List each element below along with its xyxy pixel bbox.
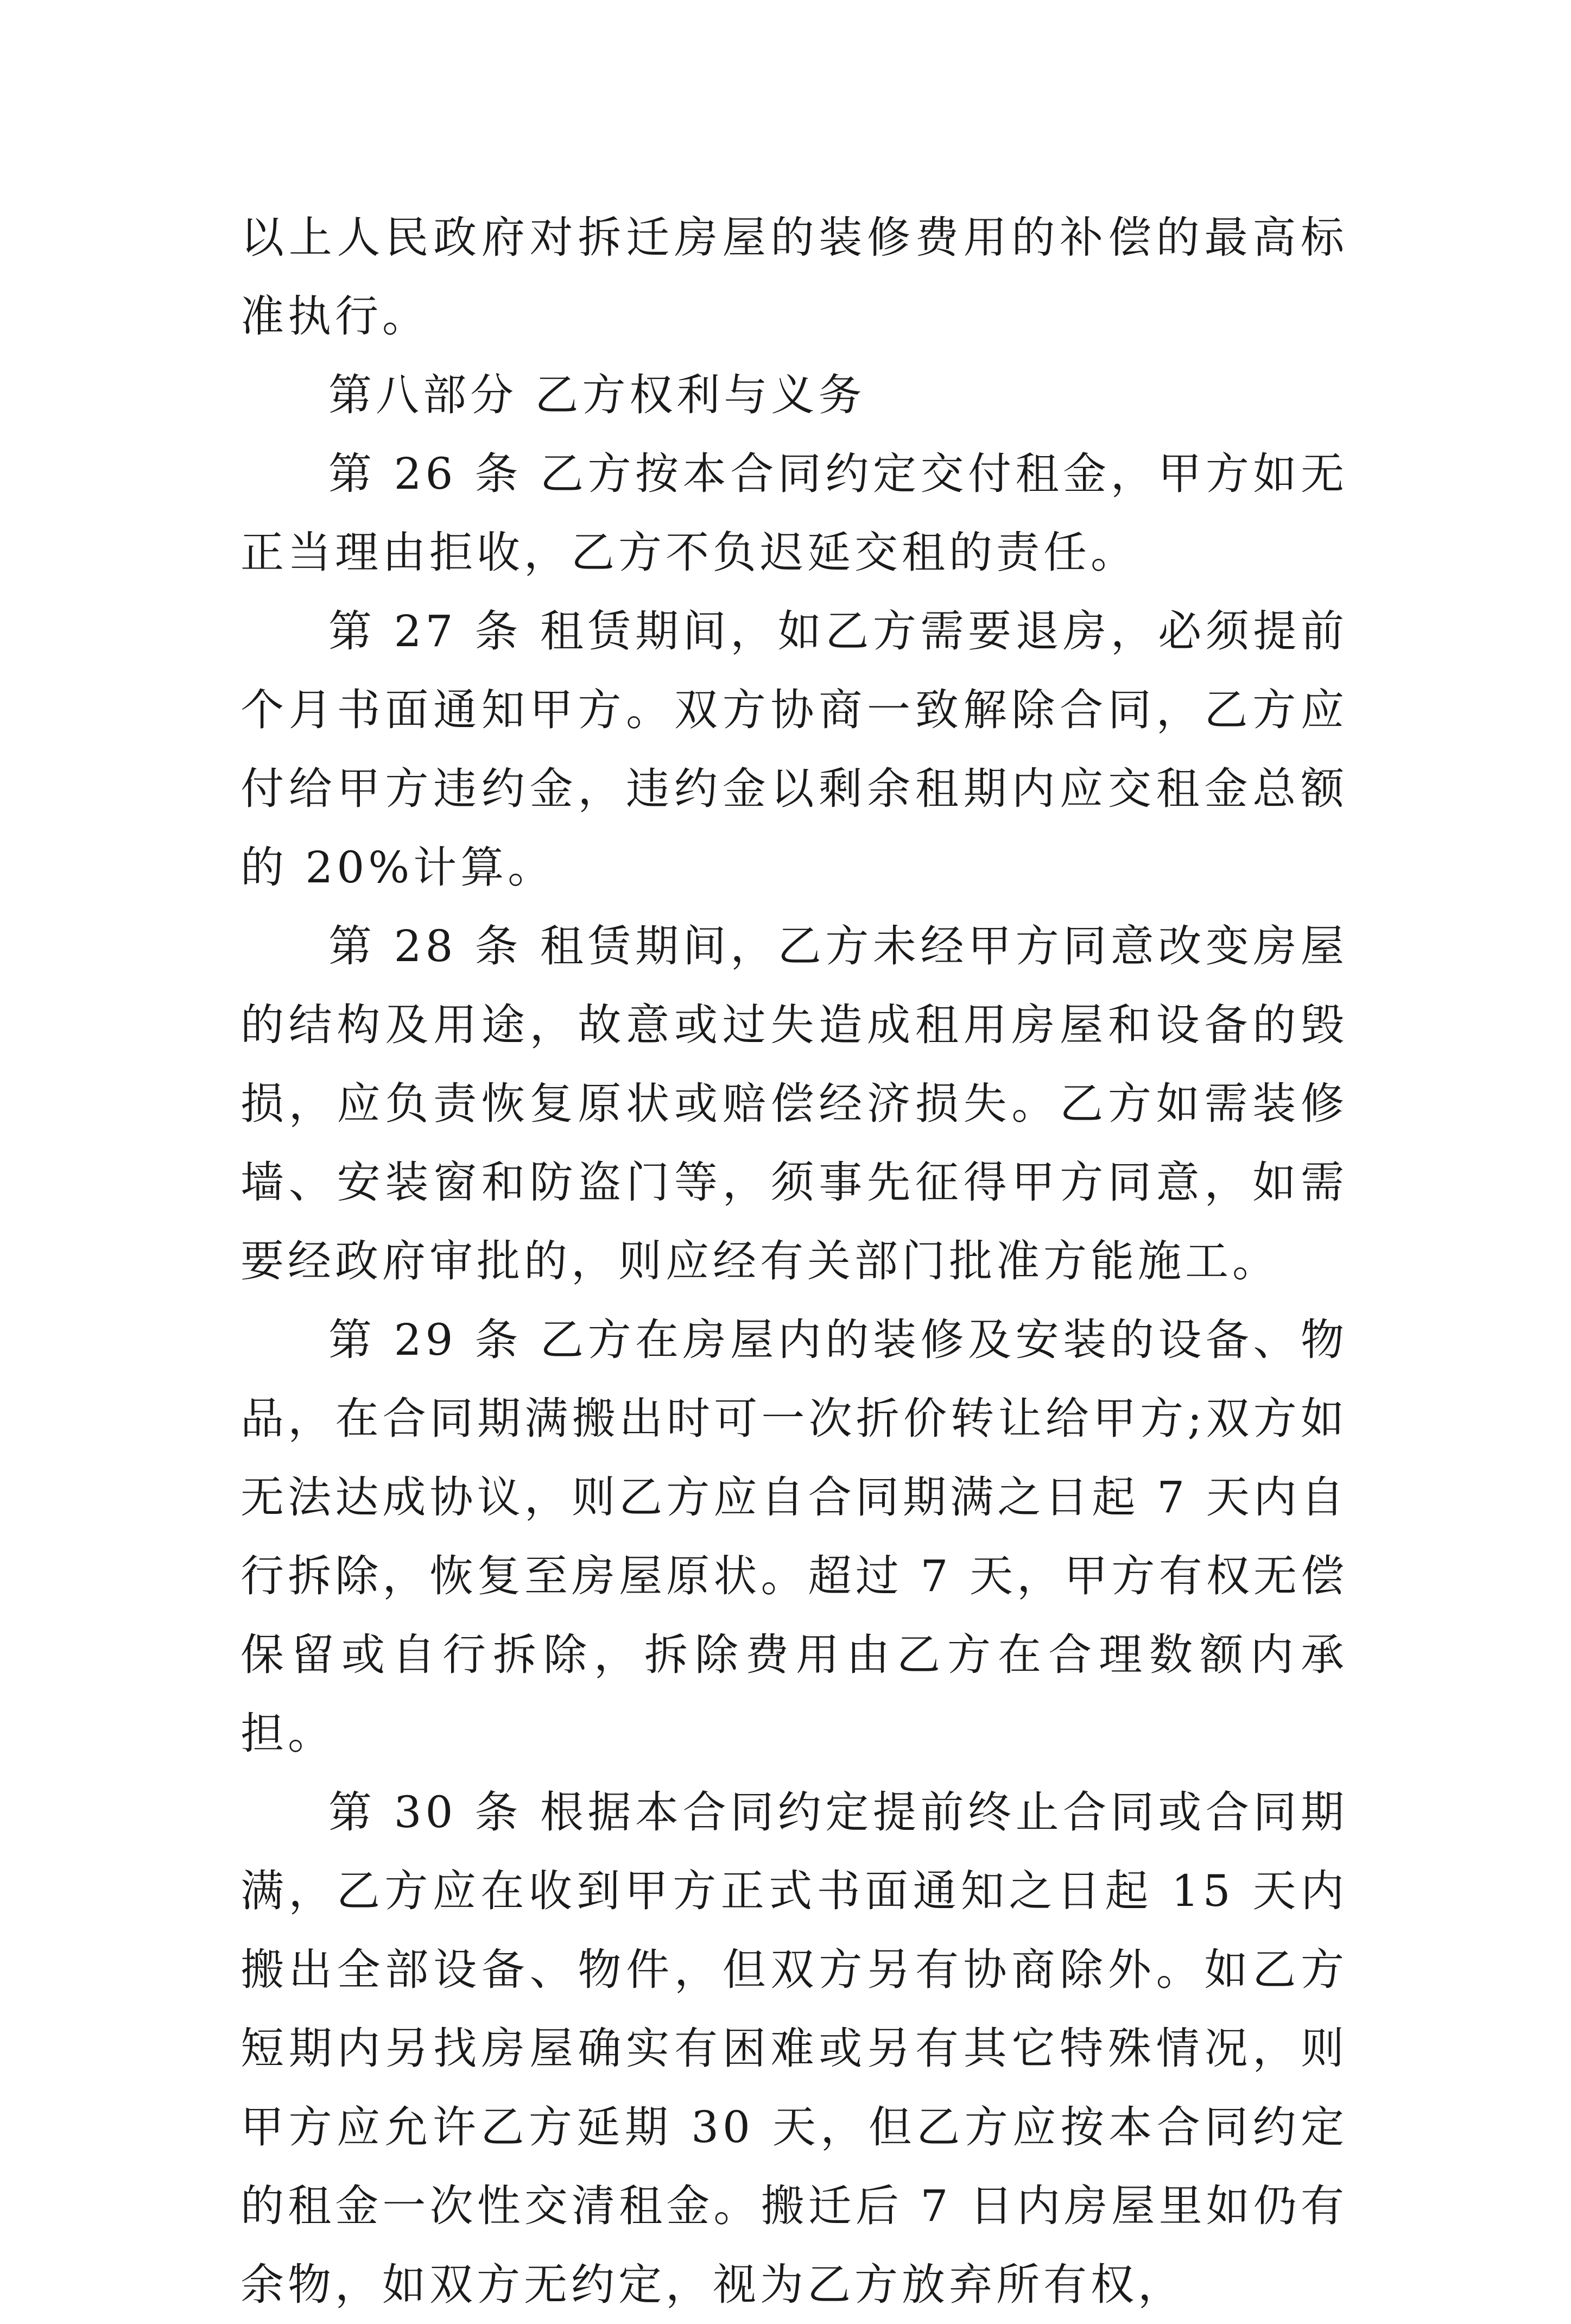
article-30: 第 30 条 根据本合同约定提前终止合同或合同期满，乙方应在收到甲方正式书面通知之日起 15 天内搬出全部设备、物件，但双方另有协商除外。如乙方短期内另找房屋确实有困难或另有其它特殊情况，则甲方应允许乙方延期 30 天，但乙方应按本合同约定的租金一次性交清租金。搬迁后 7 日内房屋里如仍有余物，如双方无约定，视为乙方放弃所有权， — [240, 1787, 1348, 2310]
section-heading-part-8: 第八部分 乙方权利与义务 — [328, 370, 866, 420]
article-29: 第 29 条 乙方在房屋内的装修及安装的设备、物品，在合同期满搬出时可一次折价转让给甲方;双方如无法达成协议，则乙方应自合同期满之日起 7 天内自行拆除，恢复至房屋原状。超过 7 天，甲方有权无偿保留或自行拆除，拆除费用由乙方在合理数额内承担。 — [240, 1315, 1348, 1759]
article-26: 第 26 条 乙方按本合同约定交付租金，甲方如无正当理由拒收，乙方不负迟延交租的责任。 — [240, 449, 1348, 578]
paragraph-continuation: 以上人民政府对拆迁房屋的装修费用的补偿的最高标准执行。 — [240, 212, 1348, 342]
article-28: 第 28 条 租赁期间，乙方未经甲方同意改变房屋的结构及用途，故意或过失造成租用房屋和设备的毁损，应负责恢复原状或赔偿经济损失。乙方如需装修墙、安装窗和防盗门等，须事先征得甲方同意，如需要经政府审批的，则应经有关部门批准方能施工。 — [240, 921, 1348, 1286]
document-body — [240, 198, 1348, 2324]
article-27: 第 27 条 租赁期间，如乙方需要退房，必须提前 个月书面通知甲方。双方协商一致解除合同，乙方应付给甲方违约金，违约金以剩余租期内应交租金总额的 20%计算。 — [240, 606, 1348, 893]
